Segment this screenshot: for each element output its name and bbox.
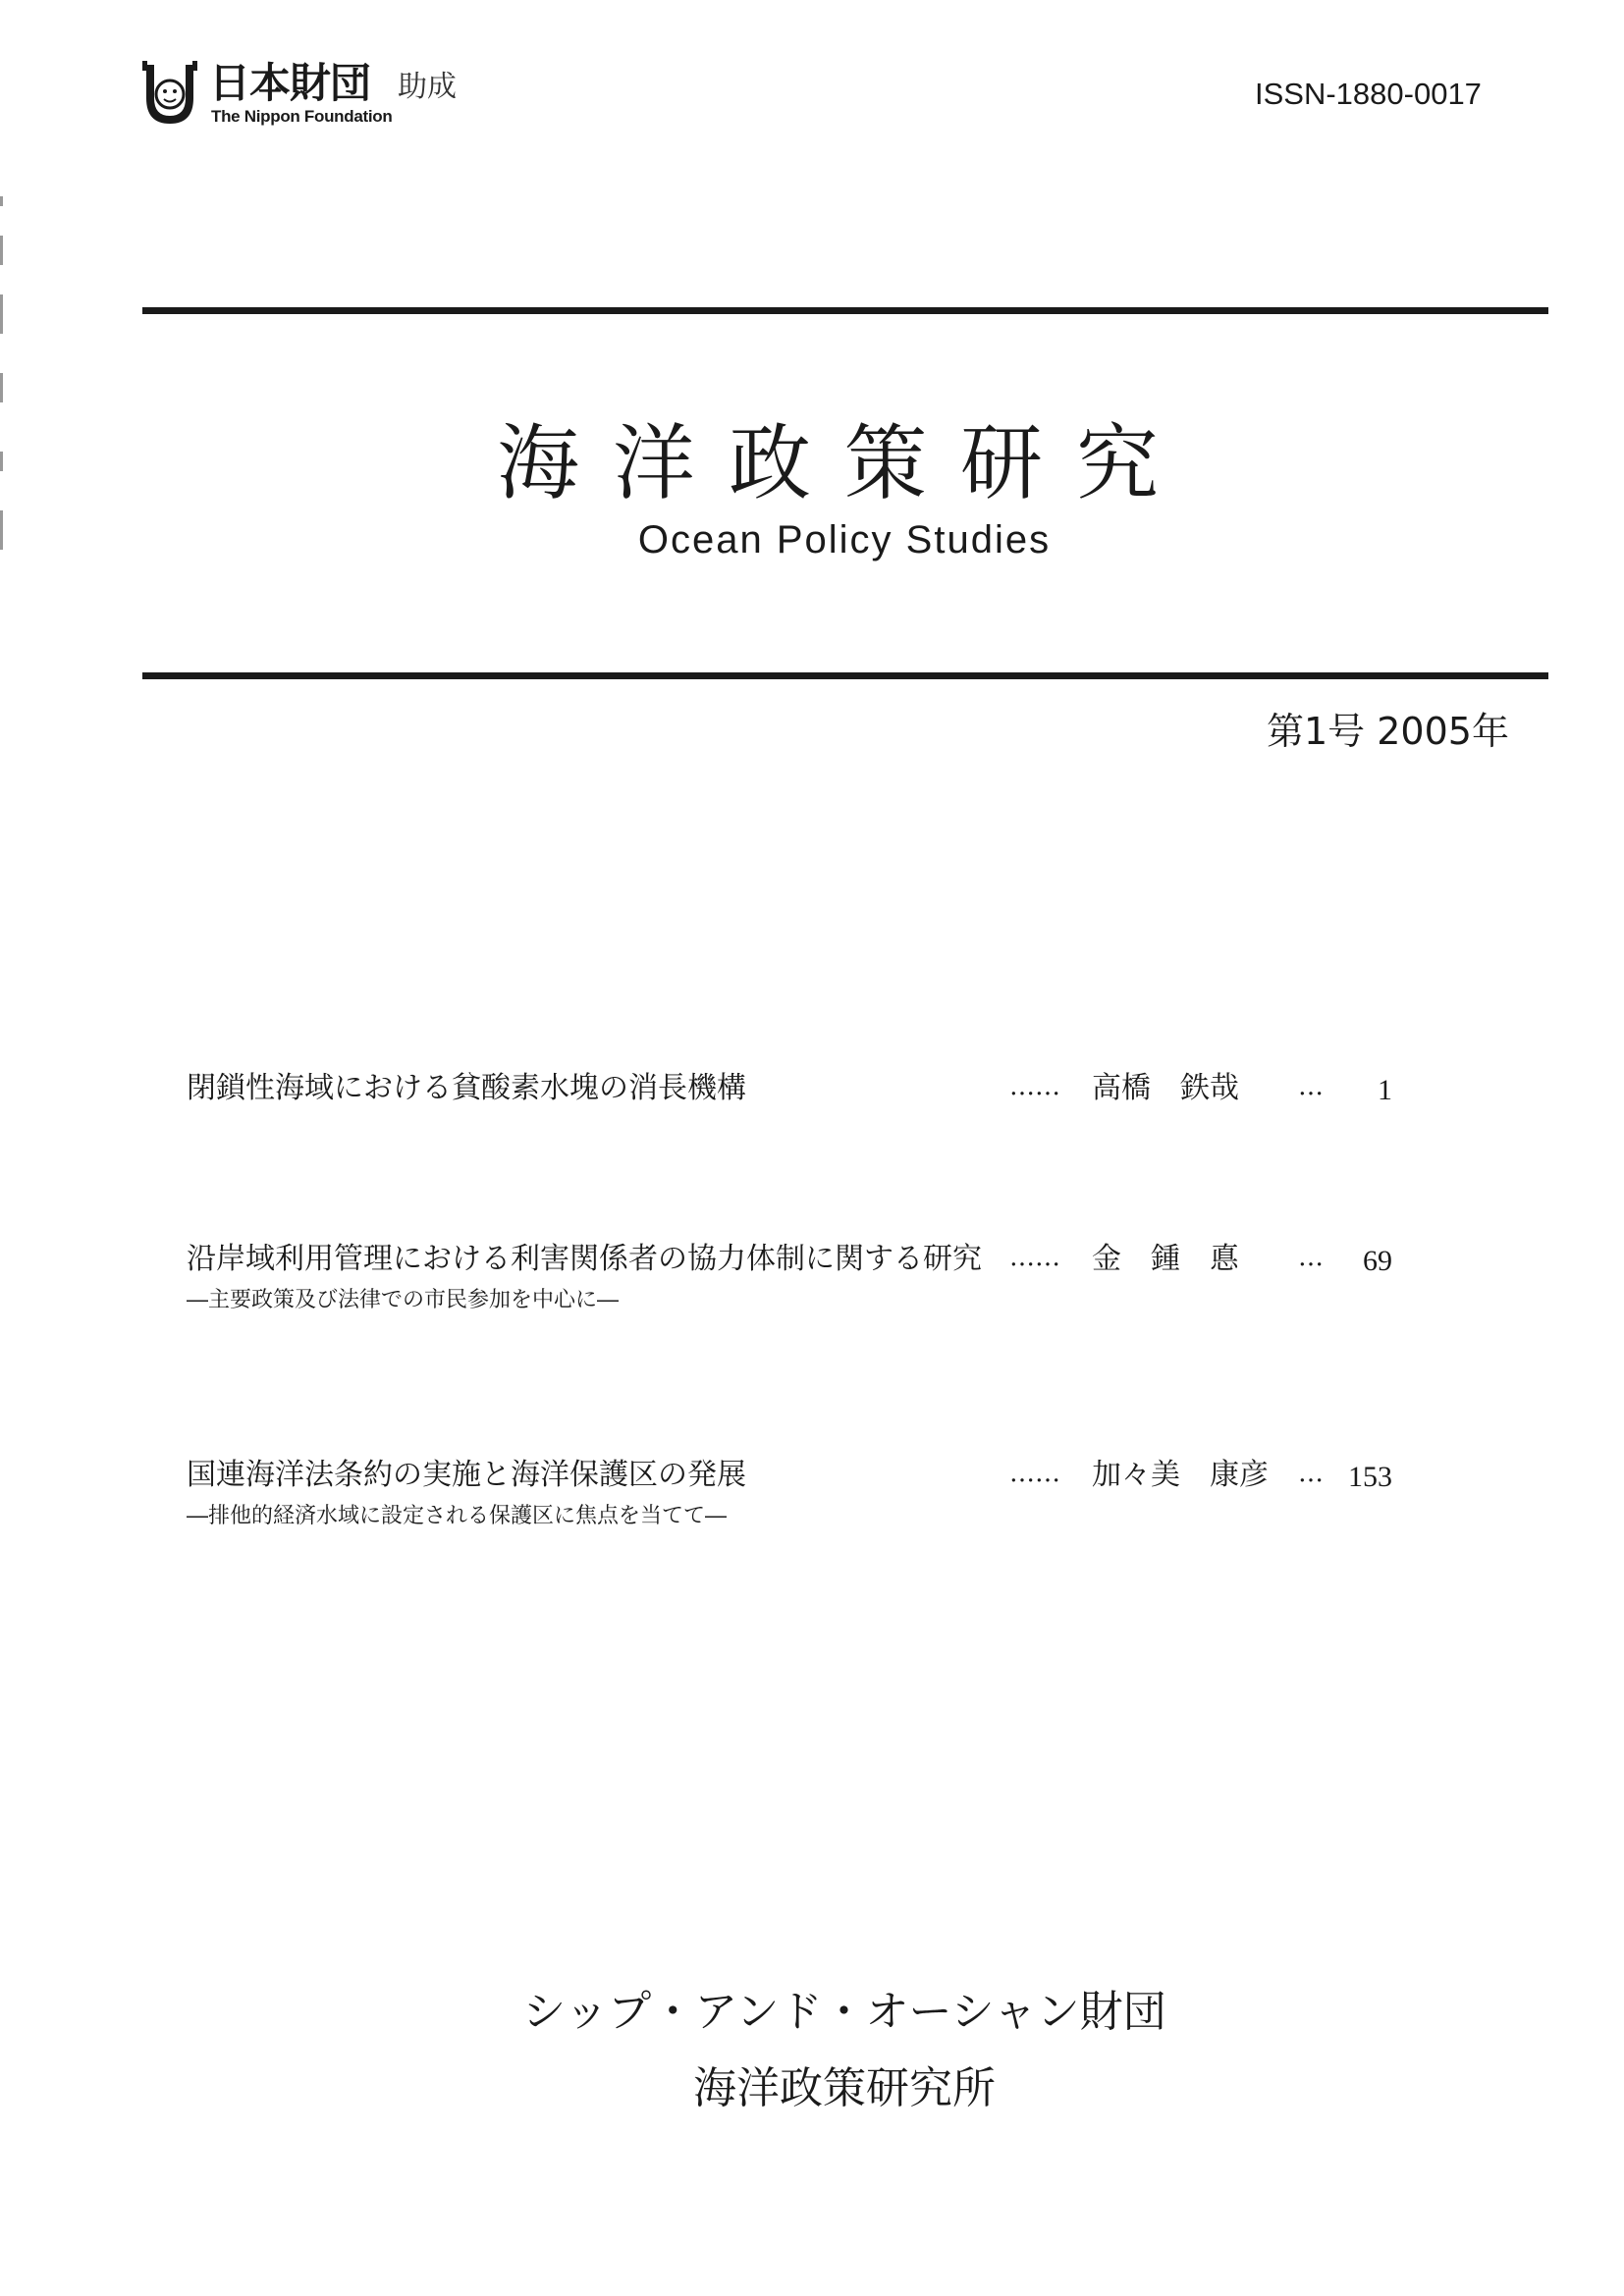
publisher-institute: 海洋政策研究所 bbox=[693, 2063, 996, 2113]
nippon-foundation-hands-icon bbox=[140, 61, 199, 128]
logo-suffix: 助成 bbox=[398, 70, 457, 104]
toc-page-number: 69 bbox=[1363, 1245, 1392, 1277]
publisher-name: シップ・アンド・オーシャン財団 bbox=[522, 1987, 1166, 2037]
toc-leader: …… bbox=[1009, 1243, 1060, 1272]
toc-author: 加々美 康彦 bbox=[1092, 1458, 1269, 1492]
toc-leader: …… bbox=[1009, 1459, 1060, 1488]
toc-leader: … bbox=[1298, 1243, 1324, 1272]
toc-author: 高橋 鉄哉 bbox=[1092, 1071, 1239, 1105]
toc-title: 国連海洋法条約の実施と海洋保護区の発展 bbox=[187, 1458, 746, 1492]
issue-number: 第1号 2005年 bbox=[1267, 710, 1509, 753]
logo-name-en: The Nippon Foundation bbox=[211, 107, 393, 126]
toc-subtitle: ―排他的経済水域に設定される保護区に焦点を当てて― bbox=[187, 1504, 728, 1528]
toc-entry bbox=[187, 1071, 1424, 1113]
toc-leader: … bbox=[1298, 1072, 1324, 1101]
nippon-foundation-logo bbox=[140, 61, 514, 132]
toc-page-number: 153 bbox=[1348, 1461, 1392, 1493]
journal-title-jp: 海洋政策研究 bbox=[496, 415, 1192, 511]
logo-name-jp: 日本財団 bbox=[209, 59, 371, 107]
toc-subtitle: ―主要政策及び法律での市民参加を中心に― bbox=[187, 1288, 620, 1312]
toc-entry bbox=[187, 1458, 1424, 1539]
toc-page-number: 1 bbox=[1378, 1074, 1392, 1106]
bottom-divider bbox=[142, 672, 1548, 679]
toc-leader: …… bbox=[1009, 1072, 1060, 1101]
issn-number: ISSN-1880-0017 bbox=[1255, 77, 1482, 111]
journal-title-en: Ocean Policy Studies bbox=[637, 518, 1052, 561]
toc-title: 沿岸域利用管理における利害関係者の協力体制に関する研究 bbox=[187, 1242, 982, 1276]
toc-author: 金 鍾 悳 bbox=[1092, 1242, 1239, 1276]
spine-edge-marks bbox=[0, 196, 4, 589]
top-divider bbox=[142, 307, 1548, 314]
toc-leader: … bbox=[1298, 1459, 1324, 1488]
toc-title: 閉鎖性海域における貧酸素水塊の消長機構 bbox=[187, 1071, 746, 1105]
toc-entry bbox=[187, 1242, 1424, 1323]
